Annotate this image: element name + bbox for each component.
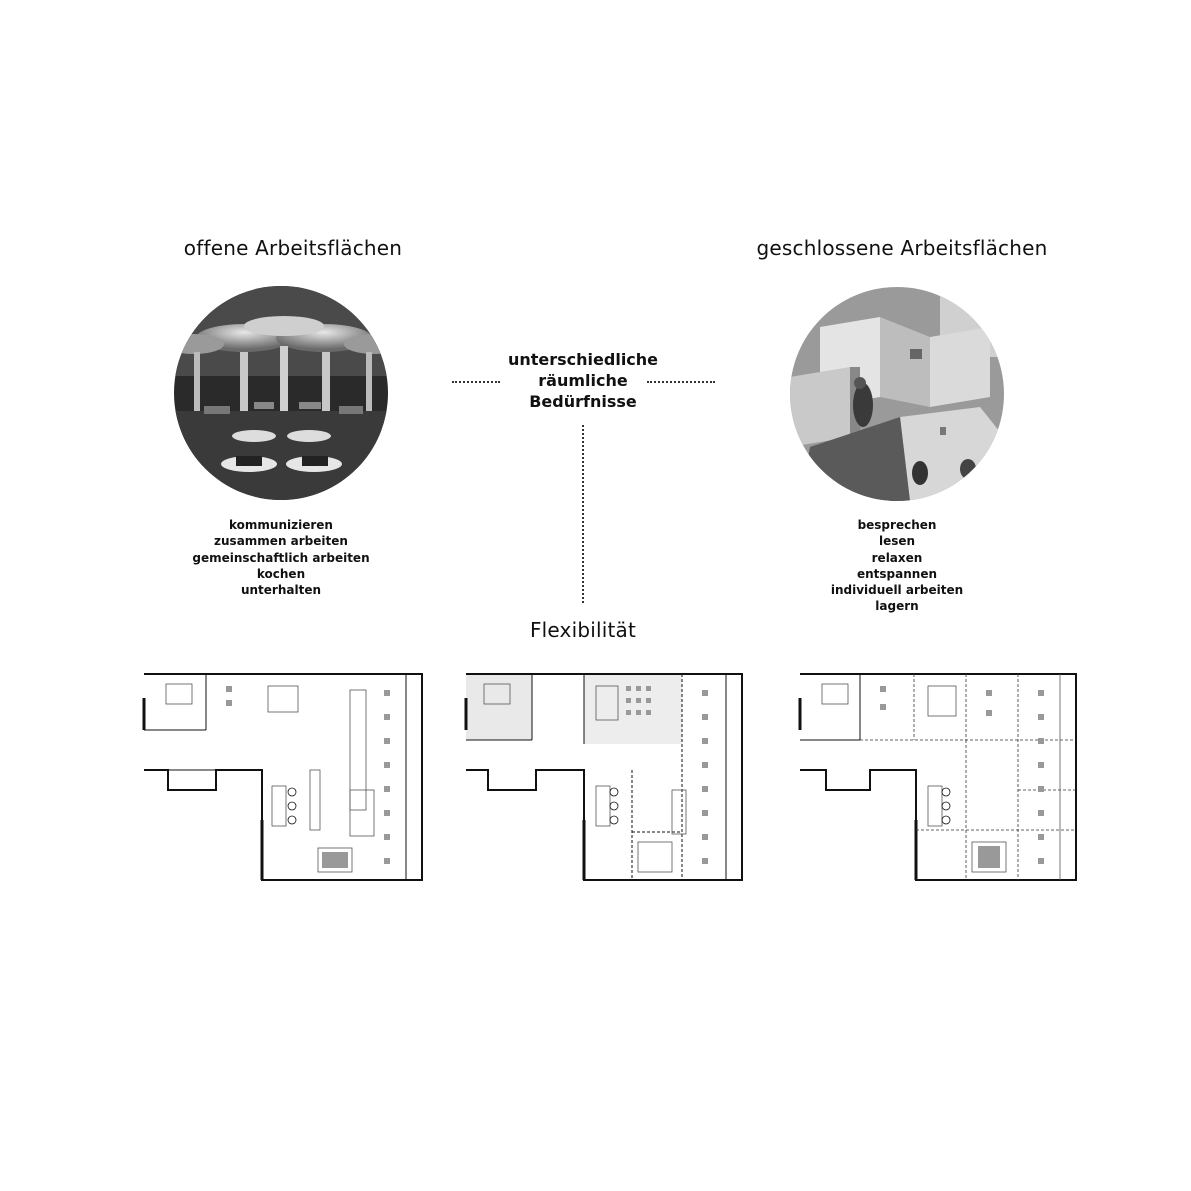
list-item: kommunizieren <box>229 518 333 532</box>
list-item: kochen <box>256 566 306 581</box>
list-item: lesen <box>878 534 916 549</box>
list-item: individuell arbeiten <box>830 583 964 598</box>
list-item: zusammen arbeiten <box>214 534 348 549</box>
open-office-photo <box>174 286 388 500</box>
list-item: relaxen <box>871 550 923 565</box>
connector-down <box>582 425 584 603</box>
closed-activities-list <box>797 517 997 615</box>
needs-label <box>493 349 673 412</box>
list-item: besprechen <box>857 518 937 532</box>
list-item: lagern <box>875 599 919 614</box>
list-item: entspannen <box>856 566 937 581</box>
needs-line-2: räumliche <box>538 371 628 390</box>
list-item: unterhalten <box>240 583 322 598</box>
floor-plan-mixed <box>456 670 746 884</box>
needs-line-1: unterschiedliche <box>507 350 659 369</box>
closed-office-photo <box>790 287 1004 501</box>
floor-plan-open <box>136 670 426 884</box>
closed-workspace-title: geschlossene Arbeitsflächen <box>756 236 1048 260</box>
needs-line-3: Bedürfnisse <box>529 392 637 411</box>
flexibility-title: Flexibilität <box>529 618 637 642</box>
open-activities-list <box>181 517 381 598</box>
list-item: gemeinschaftlich arbeiten <box>192 550 370 565</box>
floor-plan-closed <box>790 670 1080 884</box>
open-workspace-title: offene Arbeitsflächen <box>183 236 403 260</box>
